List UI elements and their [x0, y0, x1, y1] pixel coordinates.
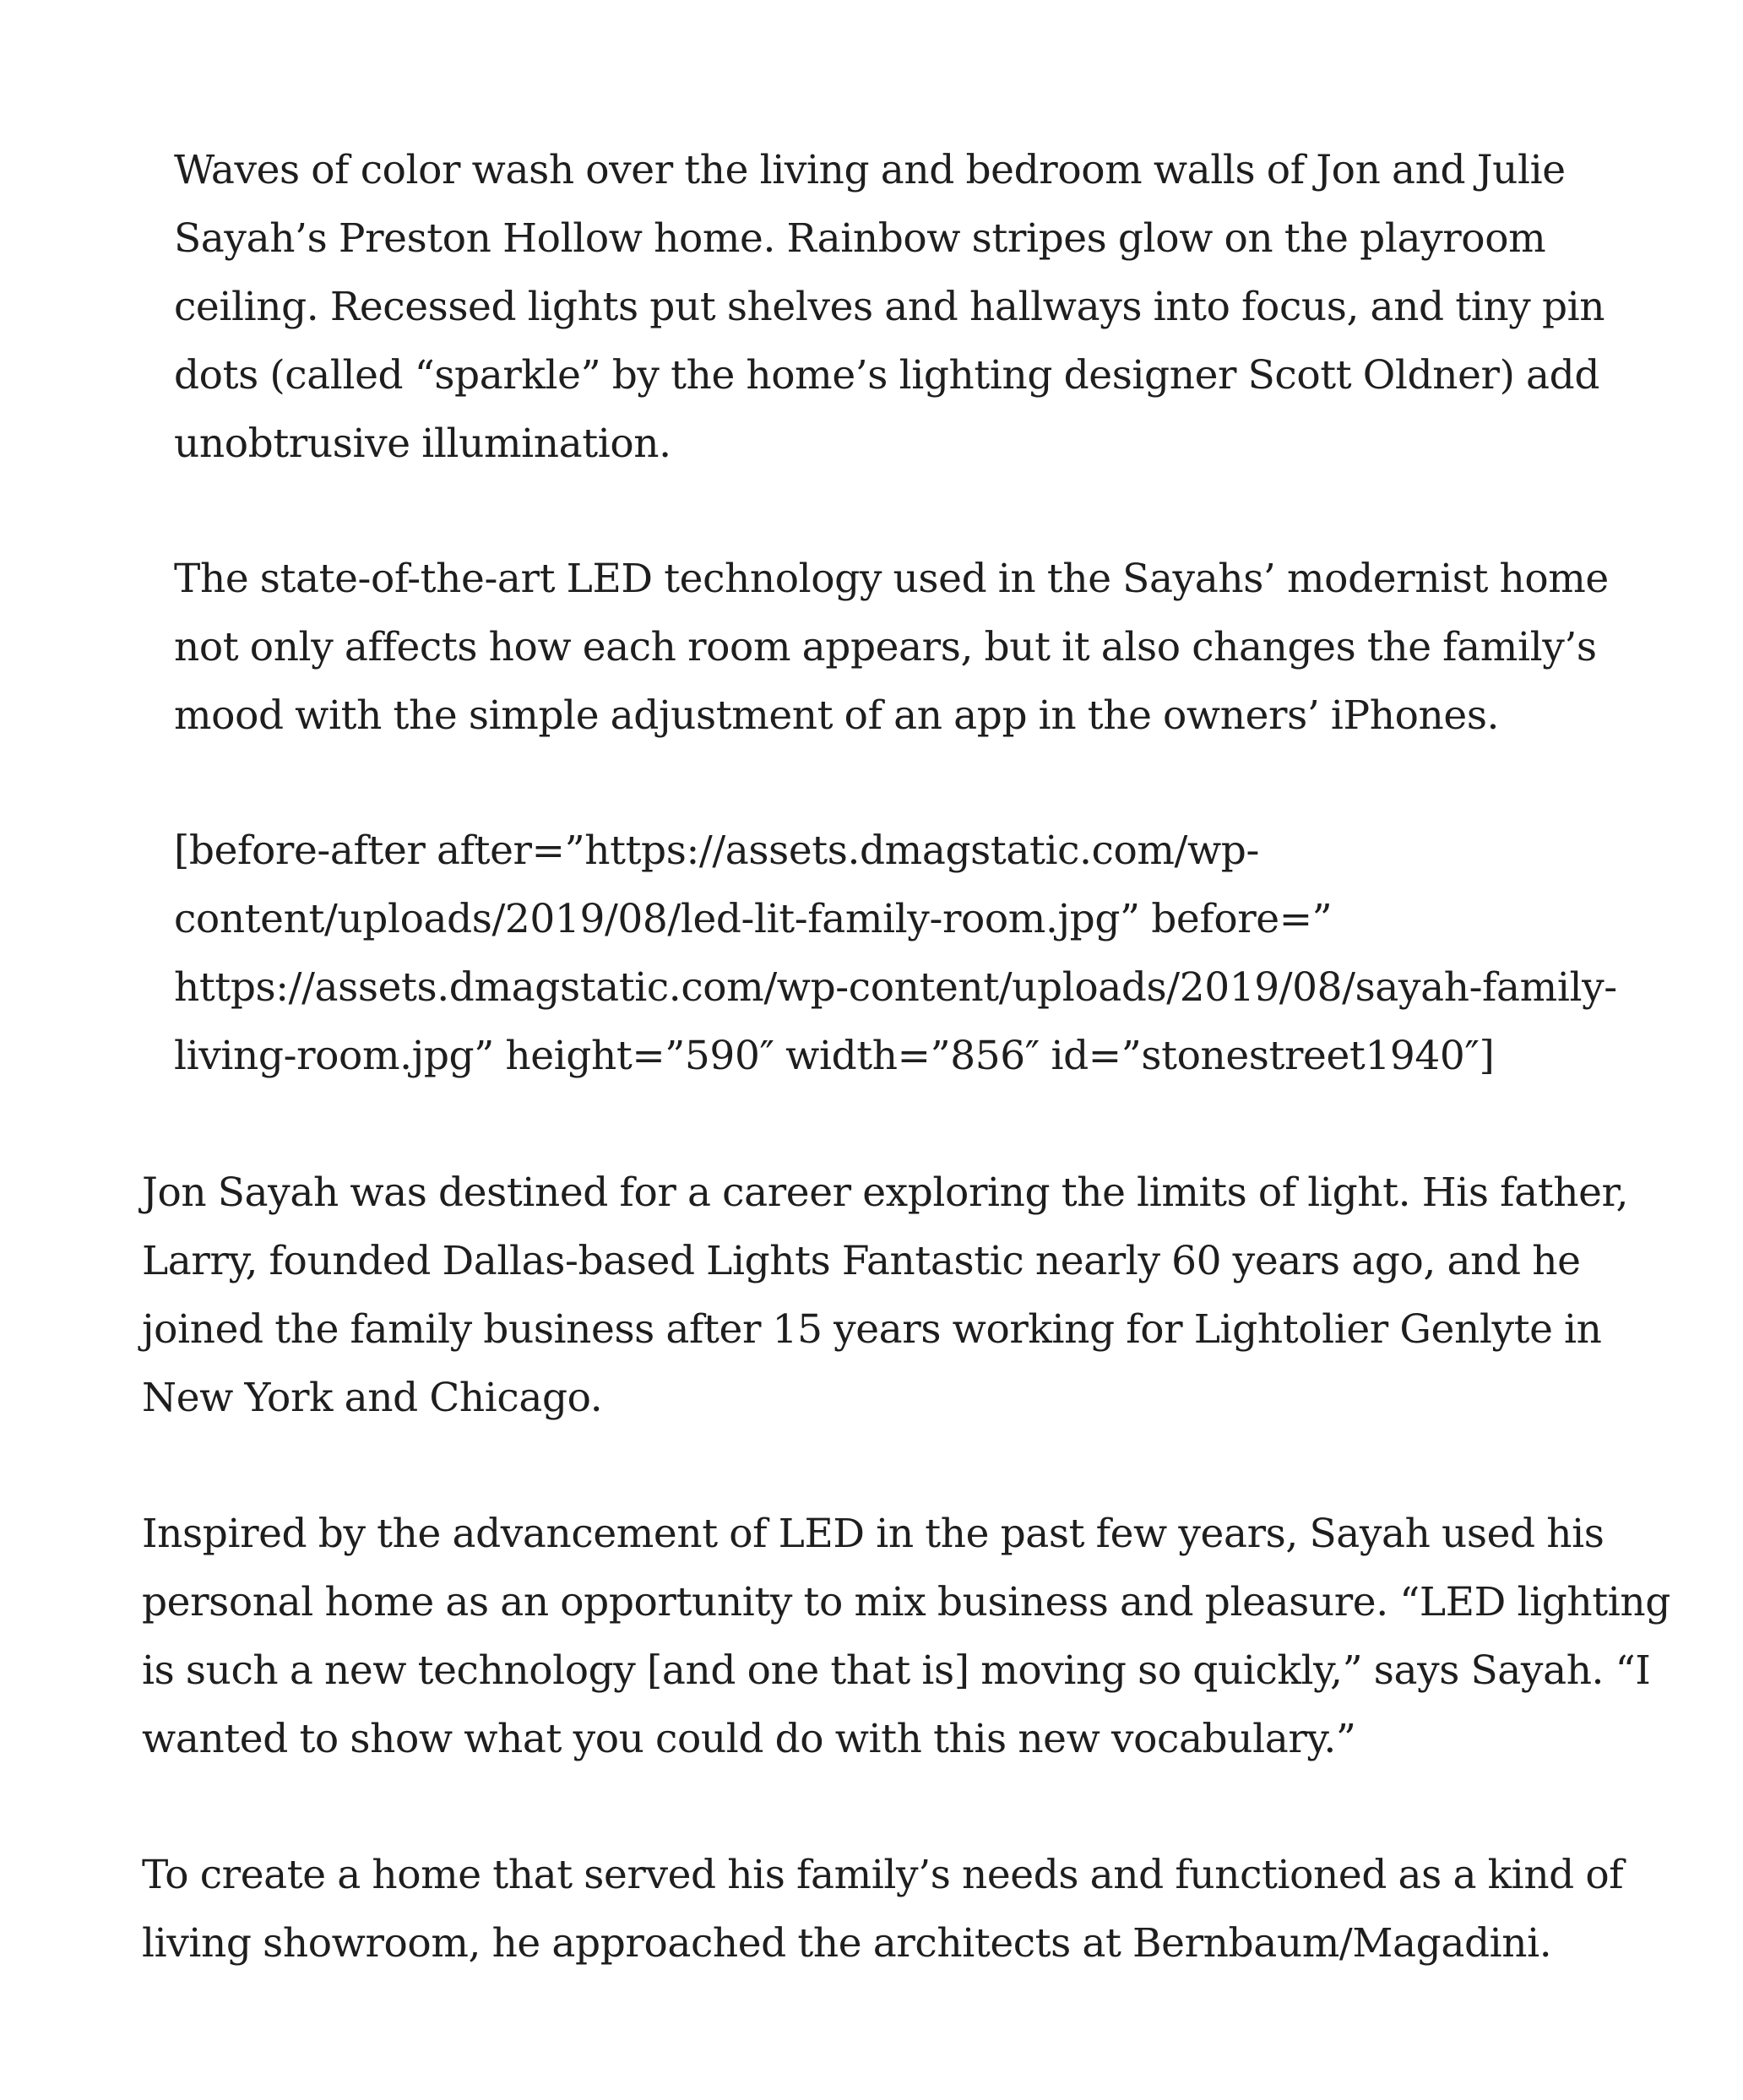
paragraph-line: joined the family business after 15 years working for Lightolier Genlyte in — [142, 1306, 1602, 1353]
shortcode-line: content/uploads/2019/08/led-lit-family-room.jpg” before=” — [174, 896, 1333, 942]
paragraph-architects — [142, 1841, 1623, 1978]
paragraph-line: unobtrusive illumination. — [174, 421, 671, 467]
shortcode-line: living-room.jpg” height=”590″ width=”856″ id=”stonestreet1940″] — [174, 1033, 1495, 1079]
paragraph-line: Larry, founded Dallas-based Lights Fantastic nearly 60 years ago, and he — [142, 1238, 1581, 1284]
shortcode-line: [before-after after=”https://assets.dmagstatic.com/wp- — [174, 828, 1259, 874]
paragraph-line: The state-of-the-art LED technology used in the Sayahs’ modernist home — [174, 556, 1609, 602]
paragraph-line: Jon Sayah was destined for a career exploring the limits of light. His father, — [142, 1169, 1628, 1216]
paragraph-line: To create a home that served his family’s needs and functioned as a kind of — [142, 1852, 1624, 1898]
before-after-shortcode — [174, 817, 1617, 1090]
paragraph-intro — [174, 136, 1605, 478]
paragraph-line: personal home as an opportunity to mix business and pleasure. “LED lighting — [142, 1579, 1670, 1625]
paragraph-line: living showroom, he approached the architects at Bernbaum/Magadini. — [142, 1920, 1552, 1967]
paragraph-line: Inspired by the advancement of LED in the past few years, Sayah used his — [142, 1511, 1605, 1557]
paragraph-line: mood with the simple adjustment of an app in the owners’ iPhones. — [174, 692, 1500, 739]
paragraph-line: Sayah’s Preston Hollow home. Rainbow stripes glow on the playroom — [174, 215, 1546, 262]
paragraph-line: wanted to show what you could do with this new vocabulary.” — [142, 1716, 1356, 1762]
paragraph-line: not only affects how each room appears, but it also changes the family’s — [174, 624, 1597, 670]
paragraph-led-technology — [174, 545, 1609, 750]
paragraph-career — [142, 1159, 1628, 1432]
shortcode-line: https://assets.dmagstatic.com/wp-content/uploads/2019/08/sayah-family- — [174, 964, 1617, 1011]
paragraph-line: is such a new technology [and one that is] moving so quickly,” says Sayah. “I — [142, 1647, 1651, 1694]
paragraph-line: ceiling. Recessed lights put shelves and hallways into focus, and tiny pin — [174, 284, 1605, 330]
paragraph-inspiration — [142, 1500, 1670, 1773]
paragraph-line: dots (called “sparkle” by the home’s lighting designer Scott Oldner) add — [174, 352, 1600, 399]
paragraph-line: Waves of color wash over the living and bedroom walls of Jon and Julie — [174, 147, 1566, 193]
paragraph-line: New York and Chicago. — [142, 1375, 603, 1421]
